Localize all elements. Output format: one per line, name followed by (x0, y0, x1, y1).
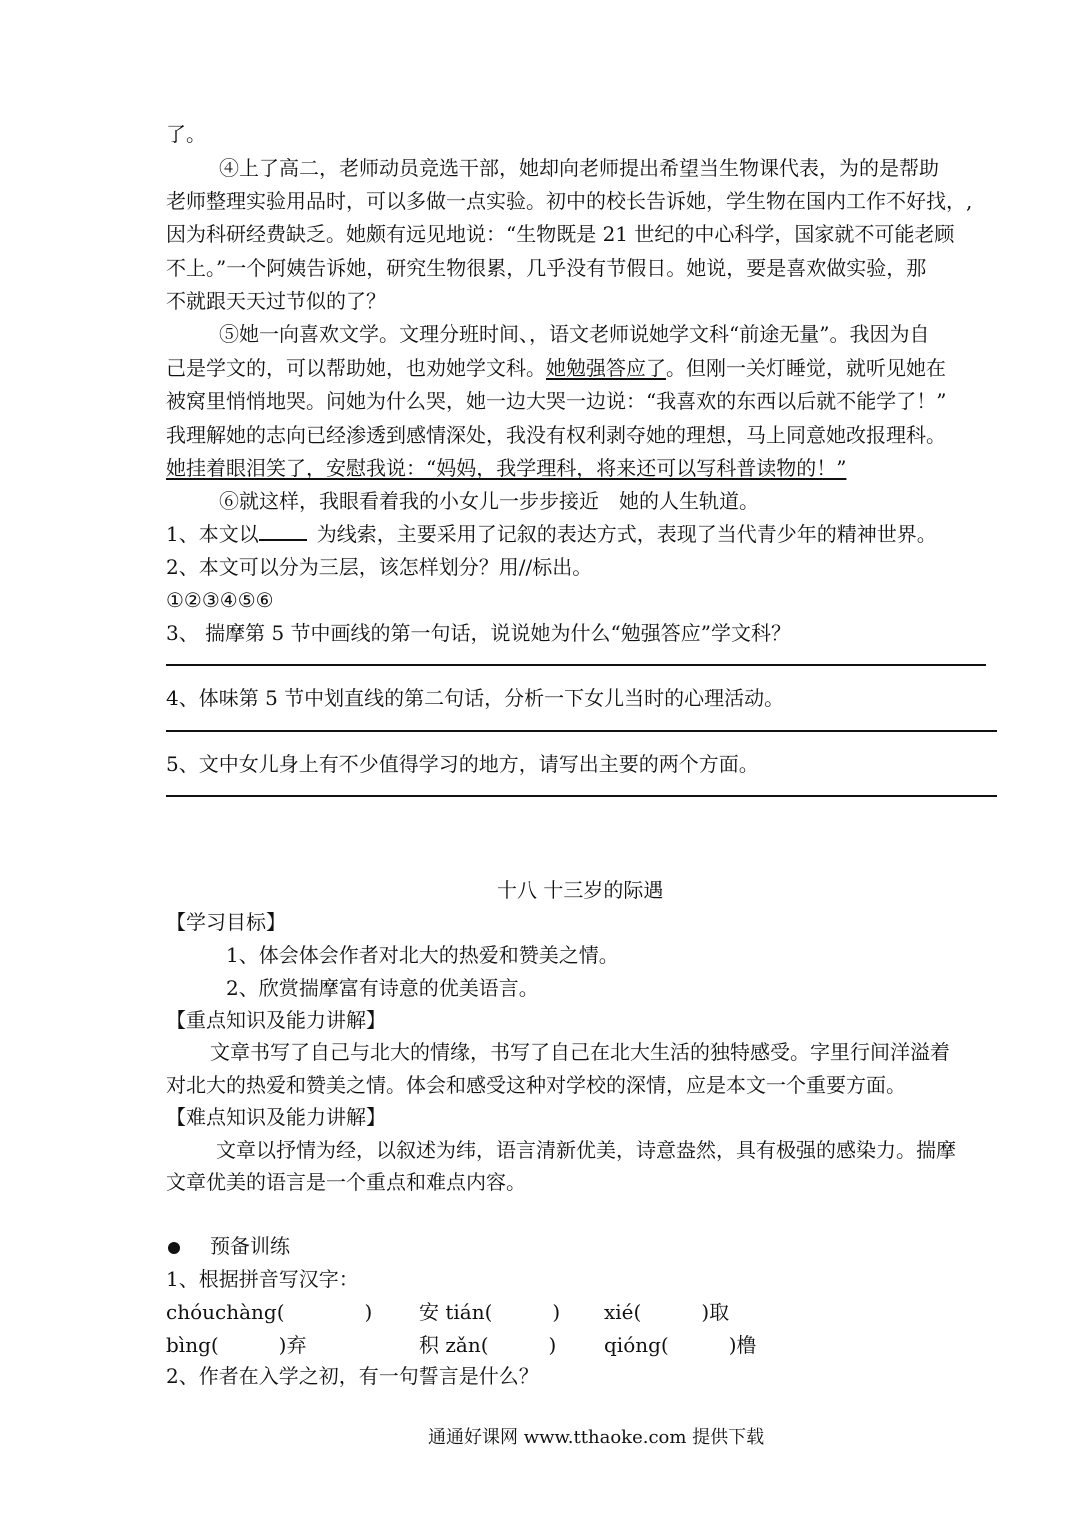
pinyin-item: chóuchàng( ) (166, 1300, 373, 1324)
paragraph-5-line-1: ⑤她一向喜欢文学。文理分班时间、，语文老师说她学文科“前途无量”。我因为自 (219, 322, 930, 346)
section-heading-key-points: 【重点知识及能力讲解】 (166, 1008, 386, 1032)
paragraph-4-line-4: 不上。”一个阿姨告诉她，研究生物很累，几乎没有节假日。她说，要是喜欢做实验，那 (166, 256, 927, 280)
prep-heading-text: 预备训练 (210, 1234, 290, 1258)
difficult-points-line-1: 文章以抒情为经，以叙述为纬，语言清新优美，诗意盎然，具有极强的感染力。揣摩 (216, 1138, 956, 1162)
pinyin-item: qióng( )橹 (604, 1333, 757, 1357)
pinyin-item: 安 tián( ) (419, 1300, 561, 1324)
question-4: 4、体味第 5 节中划直线的第二句话，分析一下女儿当时的心理活动。 (166, 686, 785, 710)
paragraph-4-line-1: ④上了高二，老师动员竞选干部，她却向老师提出希望当生物课代表，为的是帮助 (219, 156, 939, 180)
answer-line-5[interactable] (166, 795, 997, 797)
paragraph-5-line-3: 被窝里悄悄地哭。问她为什么哭，她一边大哭一边说：“我喜欢的东西以后就不能学了！” (166, 389, 947, 413)
section-heading-difficult-points: 【难点知识及能力讲解】 (166, 1105, 386, 1129)
answer-blank[interactable] (259, 521, 307, 541)
pinyin-item: 积 zǎn( ) (419, 1333, 557, 1357)
bullet-icon (168, 1242, 180, 1254)
goal-1: 1、体会体会作者对北大的热爱和赞美之情。 (226, 943, 619, 967)
difficult-points-line-2: 文章优美的语言是一个重点和难点内容。 (166, 1170, 526, 1194)
exercise-1: 1、根据拼音写汉字： (166, 1267, 359, 1291)
paragraph-4-line-2: 老师整理实验用品时，可以多做一点实验。初中的校长告诉她，学生物在国内工作不好找，, (166, 189, 973, 213)
question-1-prefix: 1、本文以 (166, 522, 259, 546)
pinyin-item: xié( )取 (604, 1300, 730, 1324)
underlined-sentence-2: 她挂着眼泪笑了，安慰我说：“妈妈，我学理科，将来还可以写科普读物的！” (166, 456, 847, 480)
pinyin-item: bìng( )弃 (166, 1333, 307, 1357)
question-1 (166, 520, 937, 548)
paragraph-number-marks: ①②③④⑤⑥ (166, 588, 274, 612)
paragraph-5-line-4: 我理解她的志向已经渗透到感情深处，我没有权利剥夺她的理想，马上同意她改报理科。 (166, 423, 946, 447)
question-2: 2、本文可以分为三层，该怎样划分？用//标出。 (166, 555, 593, 579)
prep-heading (168, 1232, 290, 1260)
question-3: 3、 揣摩第 5 节中画线的第一句话，说说她为什么“勉强答应”学文科？ (166, 621, 791, 645)
answer-line-3[interactable] (166, 664, 986, 666)
key-points-line-1: 文章书写了自己与北大的情缘，书写了自己在北大生活的独特感受。字里行间洋溢着 (210, 1040, 950, 1064)
question-5: 5、文中女儿身上有不少值得学习的地方，请写出主要的两个方面。 (166, 752, 759, 776)
paragraph-6: ⑥就这样，我眼看着我的小女儿一步步接近 她的人生轨道。 (219, 489, 759, 513)
lesson-title: 十八 十三岁的际遇 (497, 878, 664, 902)
paragraph-5-line-2 (166, 354, 946, 382)
key-points-line-2: 对北大的热爱和赞美之情。体会和感受这种对学校的深情，应是本文一个重要方面。 (166, 1073, 906, 1097)
exercise-2: 2、作者在入学之初，有一句誓言是什么？ (166, 1364, 539, 1388)
page-footer: 通通好课网 www.tthaoke.com 提供下载 (428, 1427, 765, 1448)
paragraph-4-line-3: 因为科研经费缺乏。她颇有远见地说：“生物既是 21 世纪的中心科学，国家就不可能老顾 (166, 222, 955, 246)
goal-2: 2、欣赏揣摩富有诗意的优美语言。 (226, 976, 539, 1000)
answer-line-4[interactable] (166, 730, 997, 732)
paragraph-5-text: 己是学文的，可以帮助她，也劝她学文科。 (166, 356, 546, 380)
paragraph-4-line-5: 不就跟天天过节似的了？ (166, 289, 386, 313)
underlined-sentence-1: 她勉强答应了 (546, 356, 666, 380)
section-heading-goals: 【学习目标】 (166, 910, 286, 934)
question-1-suffix: 为线索，主要采用了记叙的表达方式，表现了当代青少年的精神世界。 (316, 522, 937, 546)
paragraph-3-end: 了。 (166, 122, 206, 146)
paragraph-5-text: 。但刚一关灯睡觉，就听见她在 (666, 356, 946, 380)
